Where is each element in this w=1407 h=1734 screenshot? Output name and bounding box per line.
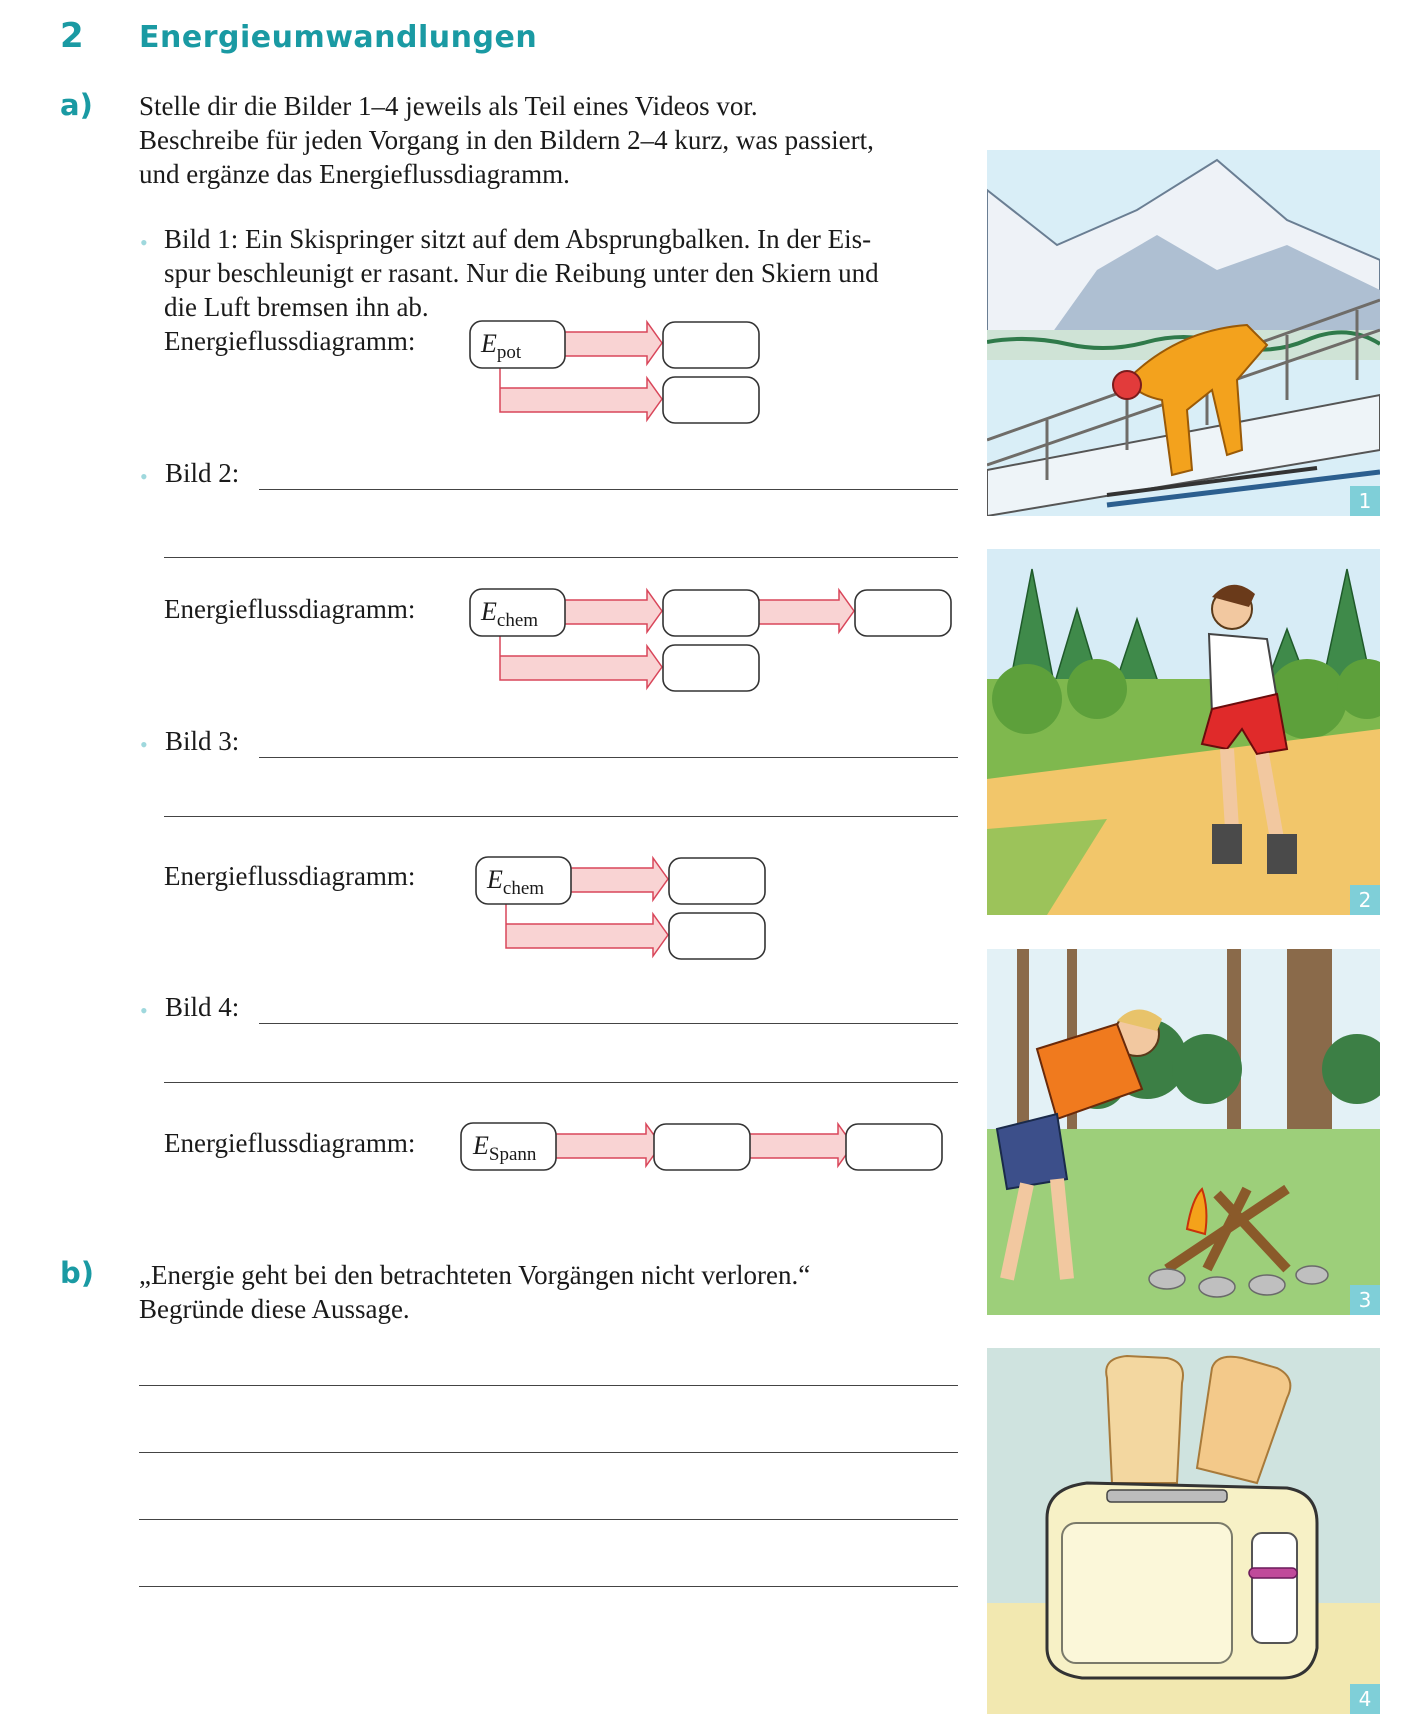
picture-toaster [987, 1348, 1380, 1714]
part-a-intro [139, 89, 959, 191]
bild1-description [164, 222, 964, 324]
picture-ski-jumper [987, 150, 1380, 516]
energy-flow-diagram-4 [461, 1120, 951, 1180]
intro-line: Beschreibe für jeden Vorgang in den Bildern 2–4 kurz, was passiert, [139, 125, 874, 155]
bild1-line: Bild 1: Ein Skispringer sitzt auf dem Absprungbalken. In der Eis- [164, 224, 872, 254]
answer-line[interactable] [259, 1023, 958, 1024]
bild1-line: spur beschleunigt er rasant. Nur die Reibung unter den Skiern und [164, 258, 879, 288]
answer-box[interactable] [663, 377, 759, 423]
answer-line[interactable] [139, 1586, 958, 1587]
energy-flow-diagram-1 [470, 318, 770, 430]
energy-label: $E_{pot}$ [481, 329, 522, 363]
bullet-icon: • [140, 230, 148, 255]
answer-line[interactable] [139, 1519, 958, 1520]
diagram-label: Energieflussdiagramm: [164, 326, 416, 356]
flow-arrow [551, 1124, 661, 1166]
answer-line[interactable] [164, 557, 958, 558]
answer-line[interactable] [164, 1082, 958, 1083]
part-b-text [139, 1258, 959, 1326]
answer-box[interactable] [846, 1124, 942, 1170]
answer-box[interactable] [669, 913, 765, 959]
task-title: Energieumwandlungen [139, 20, 538, 55]
answer-box[interactable] [663, 322, 759, 368]
answer-line[interactable] [259, 757, 958, 758]
diagram-label: Energieflussdiagramm: [164, 594, 416, 624]
bild3-label: Bild 3: [165, 726, 240, 756]
diagram-label: Energieflussdiagramm: [164, 861, 416, 891]
answer-line[interactable] [259, 489, 958, 490]
part-b-label: b) [60, 1256, 95, 1290]
part-b-line: Begründe diese Aussage. [139, 1294, 410, 1324]
intro-line: und ergänze das Energieflussdiagramm. [139, 159, 570, 189]
picture-campfire [987, 949, 1380, 1315]
bild2-label: Bild 2: [165, 458, 240, 488]
bullet-icon: • [140, 998, 148, 1023]
part-a-label: a) [60, 88, 93, 122]
picture-number-badge: 1 [1350, 486, 1380, 516]
energy-label: $E_{chem}$ [487, 865, 545, 899]
part-b-line: „Energie geht bei den betrachteten Vorgängen nicht verloren.“ [139, 1260, 811, 1290]
bullet-icon: • [140, 732, 148, 757]
flow-arrow [746, 1124, 853, 1166]
bild4-label: Bild 4: [165, 992, 240, 1022]
intro-line: Stelle dir die Bilder 1–4 jeweils als Teil eines Videos vor. [139, 91, 758, 121]
task-number: 2 [60, 16, 84, 56]
bild1-line: die Luft bremsen ihn ab. [164, 292, 429, 322]
energy-label: $E_{chem}$ [481, 597, 539, 631]
answer-box[interactable] [855, 590, 951, 636]
answer-line[interactable] [139, 1385, 958, 1386]
answer-line[interactable] [139, 1452, 958, 1453]
answer-box[interactable] [669, 858, 765, 904]
answer-box[interactable] [654, 1124, 750, 1170]
energy-label: $E_{Spann}$ [473, 1131, 537, 1165]
energy-flow-diagram-2 [470, 586, 960, 698]
answer-box[interactable] [663, 645, 759, 691]
energy-flow-diagram-3 [476, 854, 776, 966]
flow-arrow [752, 590, 854, 632]
answer-box[interactable] [663, 590, 759, 636]
picture-number-badge: 3 [1350, 1285, 1380, 1315]
diagram-label: Energieflussdiagramm: [164, 1128, 416, 1158]
bullet-icon: • [140, 464, 148, 489]
answer-line[interactable] [164, 816, 958, 817]
picture-number-badge: 2 [1350, 885, 1380, 915]
picture-number-badge: 4 [1350, 1684, 1380, 1714]
picture-hiker [987, 549, 1380, 915]
